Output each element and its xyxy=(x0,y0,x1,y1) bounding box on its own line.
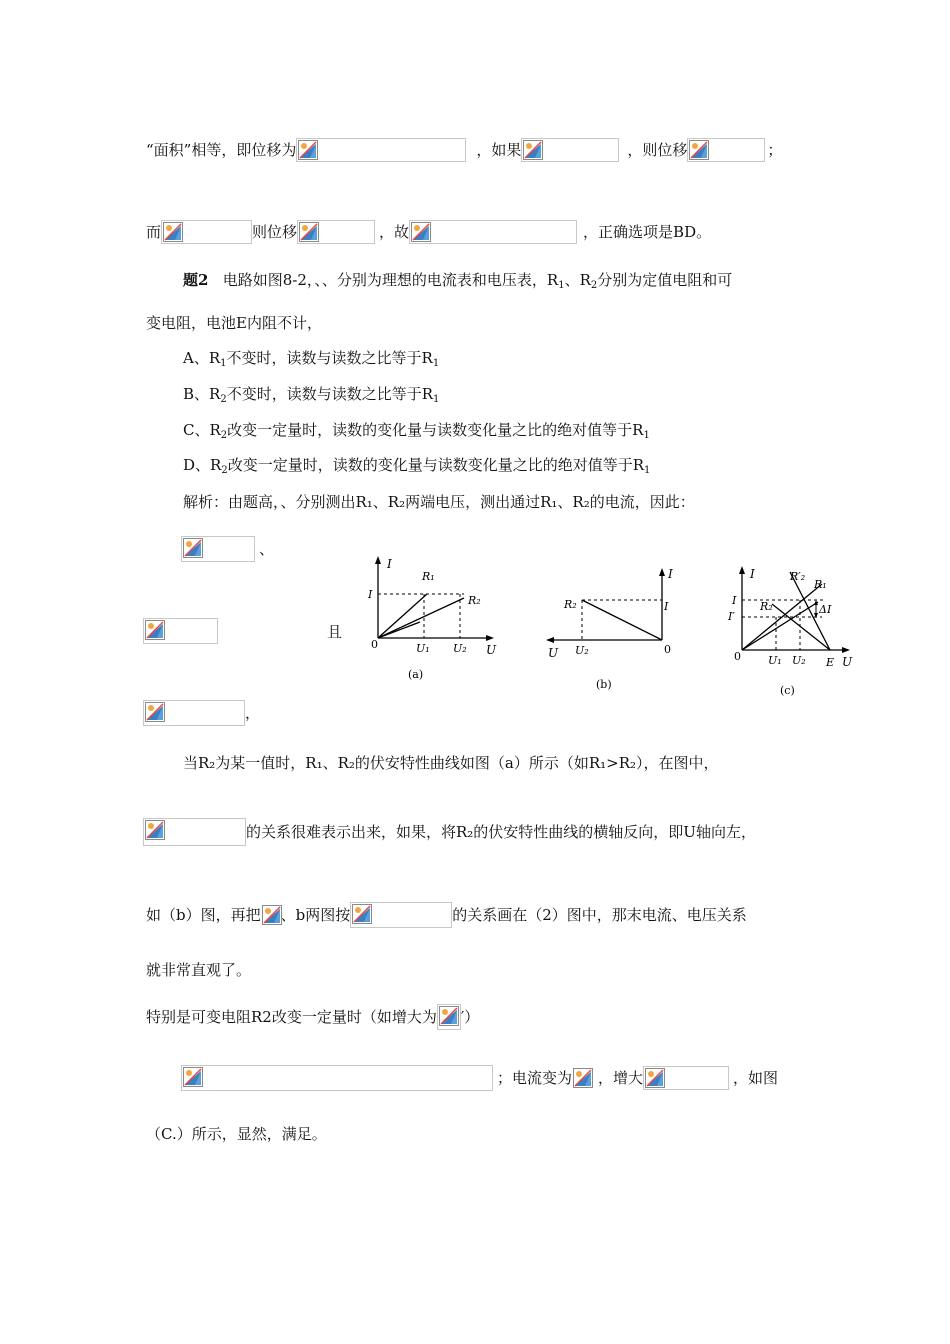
and-text: 且 xyxy=(327,623,343,641)
text: “面积”相等，即位移为 xyxy=(146,141,297,159)
i-prime-label: I′ xyxy=(728,610,735,623)
image-placeholder-icon xyxy=(163,222,183,242)
formula-image xyxy=(643,1066,729,1090)
para-line-9: （C.）所示，显然，满足。 xyxy=(146,1125,327,1143)
formula-row-1: 、 xyxy=(181,536,274,562)
formula-image xyxy=(437,1004,461,1030)
para-line-4: 的关系很难表示出来，如果，将R₂的伏安特性曲线的横轴反向，即U轴向左， xyxy=(143,818,756,846)
graph-b xyxy=(540,560,690,700)
para-line-8: ；电流变为 ，增大 ，如图 xyxy=(181,1065,778,1091)
formula-row-2 xyxy=(143,618,218,644)
e-label: E xyxy=(826,656,835,669)
para-line-6: 就非常直观了。 xyxy=(146,961,252,979)
image-placeholder-icon xyxy=(352,904,372,924)
image-placeholder-icon xyxy=(689,140,709,160)
graph-a xyxy=(360,550,510,690)
image-placeholder-icon xyxy=(573,1068,593,1088)
image-placeholder-icon xyxy=(183,538,203,558)
image-placeholder-icon xyxy=(299,222,319,242)
formula-image xyxy=(181,1065,493,1091)
image-placeholder-icon xyxy=(262,905,282,925)
graph-c xyxy=(722,560,862,700)
para-line-2 xyxy=(146,220,711,244)
option-b: B、$R_2$不变时，读数与读数之比等于$R_1$ xyxy=(183,385,440,405)
axis-u-label: U xyxy=(842,655,853,669)
text: ，正确选项是BD。 xyxy=(583,223,712,241)
caption-a: (a) xyxy=(408,668,424,681)
text: ； xyxy=(767,141,783,159)
formula-image xyxy=(297,220,375,244)
u2-label: U₂ xyxy=(792,654,806,667)
axis-u-label: U xyxy=(486,643,497,657)
formula-image xyxy=(181,536,255,562)
para-line-3: 当R₂为某一值时，R₁、R₂的伏安特性曲线如图（a）所示（如R₁>R₂），在图中， xyxy=(183,754,719,772)
text: 则位移 xyxy=(252,223,298,241)
para-line-5: 如（b）图，再把 、b两图按 的关系画在（2）图中，那末电流、电压关系 xyxy=(146,902,747,928)
text: ，故 xyxy=(379,223,410,241)
caption-b: (b) xyxy=(596,678,612,691)
image-placeholder-icon xyxy=(298,140,318,160)
formula-row-3: ， xyxy=(143,700,260,726)
text: 电路如图8-2，、、分别为理想的电流表和电压表，R xyxy=(222,271,559,289)
r2-label: R₂ xyxy=(468,594,481,607)
origin-label: 0 xyxy=(734,650,741,663)
question-label: 题2 xyxy=(183,271,209,289)
text: ，如果 xyxy=(476,141,522,159)
option-c: C、$R_2$改变一定量时，读数的变化量与读数变化量之比的绝对值等于$R_1$ xyxy=(183,421,650,441)
u2-label: U₂ xyxy=(575,644,589,657)
image-placeholder-icon xyxy=(411,222,431,242)
u1-label: U₁ xyxy=(416,642,430,655)
formula-image xyxy=(350,902,452,928)
axis-i-label: I xyxy=(387,557,392,571)
r1-label: R₁ xyxy=(422,570,435,583)
formula-image xyxy=(143,618,218,644)
r2-label: R₂ xyxy=(760,600,773,613)
text: 而 xyxy=(146,223,162,241)
r2-label: R₂ xyxy=(564,598,577,611)
u1-label: U₁ xyxy=(768,654,782,667)
formula-image xyxy=(261,904,281,926)
formula-image xyxy=(161,220,252,244)
image-placeholder-icon xyxy=(183,1067,203,1087)
text: ，则位移 xyxy=(627,141,688,159)
para-line-1 xyxy=(146,138,782,162)
axis-i-label: I xyxy=(750,567,755,581)
u2-label: U₂ xyxy=(453,642,467,655)
origin-label: 0 xyxy=(664,643,671,656)
image-placeholder-icon xyxy=(145,620,165,640)
formula-image xyxy=(687,138,765,162)
option-a: A、$R_1$不变时，读数与读数之比等于$R_1$ xyxy=(183,349,440,369)
image-placeholder-icon xyxy=(145,702,165,722)
formula-image xyxy=(296,138,466,162)
formula-image xyxy=(143,818,246,846)
axis-u-label: U xyxy=(548,646,559,660)
image-placeholder-icon xyxy=(523,140,543,160)
formula-image xyxy=(572,1067,594,1089)
caption-c: (c) xyxy=(780,684,795,697)
r2-prime-label: R′₂ xyxy=(790,570,806,583)
para-line-7: 特别是可变电阻R2改变一定量时（如增大为 ′） xyxy=(146,1004,479,1030)
question-2-stem: 题2 电路如图8-2，、、分别为理想的电流表和电压表，$R_1$、$R_2$分别为定值电阻和可 xyxy=(183,271,733,291)
r1-label: R₁ xyxy=(814,578,827,591)
option-d: D、$R_2$改变一定量时，读数的变化量与读数变化量之比的绝对值等于$R_1$ xyxy=(183,456,651,476)
origin-label: 0 xyxy=(371,638,378,651)
image-placeholder-icon xyxy=(145,820,165,840)
formula-image xyxy=(521,138,619,162)
image-placeholder-icon xyxy=(439,1006,459,1026)
question-2-stem-2: 变电阻，电池E内阻不计， xyxy=(146,314,322,332)
i-tick-label: I xyxy=(664,600,669,613)
axis-i-label: I xyxy=(668,567,673,581)
analysis-text: 解析：由题高，、分别测出R₁、R₂两端电压，测出通过R₁、R₂的电流，因此： xyxy=(183,493,695,511)
formula-image xyxy=(409,220,577,244)
formula-image xyxy=(143,700,245,726)
image-placeholder-icon xyxy=(645,1068,665,1088)
i-tick-label: I xyxy=(732,594,737,607)
delta-i-label: ΔI xyxy=(819,603,832,616)
i-tick-label: I xyxy=(368,588,373,601)
